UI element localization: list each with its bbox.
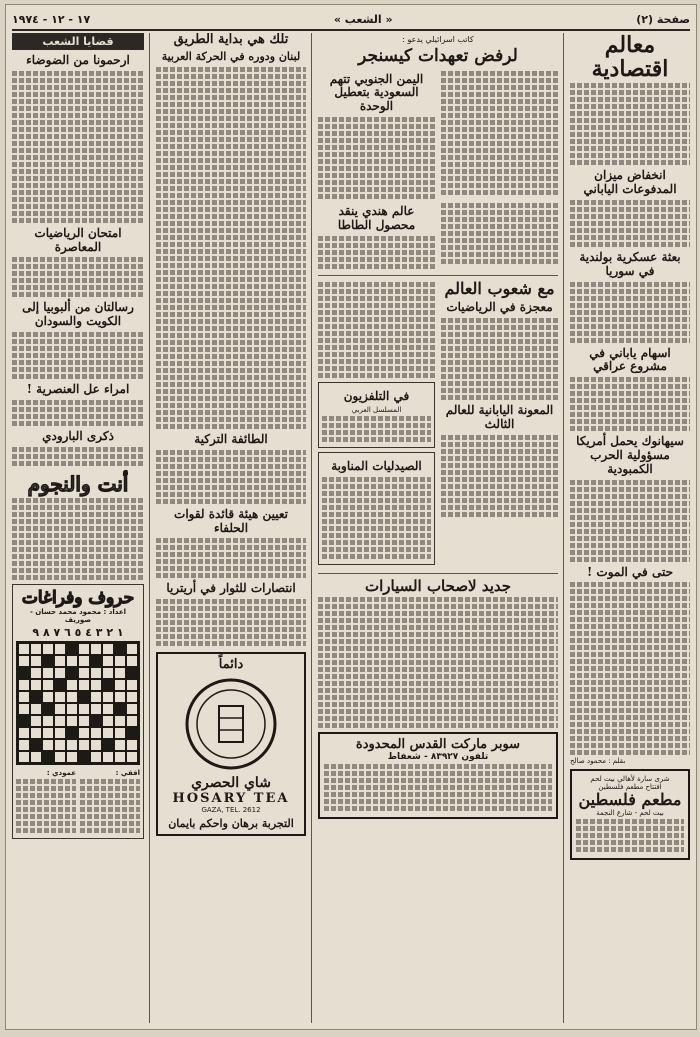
newspaper-page: [5, 4, 697, 1030]
headline: الطائفة التركية: [194, 431, 268, 446]
tea-slogan: التجربة برهان واحكم بايمان: [168, 817, 294, 831]
stars-title: أنت والنجوم: [27, 471, 129, 496]
crossword-digits: ١ ٢ ٣ ٤ ٥ ٦ ٧ ٨ ٩: [32, 625, 124, 639]
restaurant-name: مطعم فلسطين: [578, 790, 682, 810]
column-rule: [149, 33, 150, 1023]
crossword-grid: [16, 641, 140, 765]
pharmacy-title: الصيدليات المناوبة: [331, 459, 422, 474]
main-headline: لرفض تعهدات كيسنجر: [358, 46, 518, 66]
across-label: افقي :: [115, 768, 140, 777]
headline: المعونة اليابانية للعالم الثالث: [445, 403, 554, 431]
down-label: عمودي :: [46, 768, 76, 777]
supermarket-phone: تلفون ٨٣٩٢٧ - شعفاط: [387, 752, 489, 763]
headline: ذكرى البارودي: [42, 428, 114, 443]
tv-title: في التلفزيون: [343, 388, 410, 403]
column-rule: [563, 33, 564, 1023]
headline: اسهام ياباني في مشروع عراقي: [589, 345, 671, 374]
column-economy: [570, 33, 690, 1023]
tea-address: GAZA, TEL. 2612: [201, 806, 261, 815]
article-body: [570, 83, 690, 165]
headline: انخفاض ميزان المدفوعات الياباني: [583, 168, 677, 197]
crossword-title: حروف وفراغات: [21, 587, 135, 608]
headline: امراء عل العنصرية !: [26, 381, 130, 396]
headline: اليمن الجنوبي تتهم السعودية بتعطيل الوحدة: [329, 71, 424, 114]
economy-title: معالم اقتصادية: [591, 33, 669, 83]
section-banner: قضايا الشعب: [12, 33, 144, 50]
crossword-author: اعداد : محمود محمد حسان - صوريف: [29, 607, 127, 624]
headline: بعثة عسكرية بولندية في سوريا: [579, 249, 681, 278]
headline: رسالتان من ألبوبيا إلى الكويت والسودان: [22, 300, 134, 329]
headline: انتصارات للثوار في أريتريا: [166, 581, 296, 596]
headline: معجزة في الرياضيات: [446, 300, 553, 315]
supermarket-ad: [318, 732, 558, 819]
paper-name: « الشعب »: [333, 12, 393, 26]
kicker: كاتب اسرائيلي يدعو :: [402, 35, 474, 44]
headline: عالم هندي ينقد محصول الطاطا: [337, 204, 416, 232]
restaurant-ad: شرى سارة لأهالي بيت لحم افتتاح مطعم فلسطين مطعم فلسطين بيت لحم - شارع النجمة: [570, 769, 690, 860]
page-label: صفحة (٢): [636, 12, 690, 26]
column-world: [318, 33, 558, 1023]
hosary-tea-ad: دائماً شاي الحصري HOSARY TEA GAZA, TEL. 2612 التجربة برهان واحكم بايمان: [156, 652, 306, 836]
tv-box: في التلفزيون المسلسل العربي: [318, 382, 435, 449]
column-lebanon: [156, 33, 306, 1023]
supermarket-name: سوبر ماركت القدس المحدودة: [355, 736, 521, 752]
author: بقلم : محمود صالح: [570, 757, 626, 766]
kicker: تلك هي بداية الطريق: [173, 33, 289, 47]
tea-brand-ar: شاي الحصري: [191, 775, 271, 792]
cars-ad-title: جديد لاصحاب السيارات: [364, 577, 512, 596]
headline: ارحمونا من الضوضاء: [26, 53, 130, 67]
headline: حتى في الموت !: [586, 564, 673, 579]
tea-seal-icon: [183, 676, 279, 772]
column-rule: [311, 33, 312, 1023]
headline: تعيين هيئة قائدة لقوات الحلفاء: [174, 506, 288, 535]
column-people: [12, 33, 144, 1023]
issue-date: ١٧ - ١٢ - ١٩٧٤: [12, 12, 91, 26]
headline: امتحان الرياضيات المعاصرة: [34, 225, 122, 254]
headline: سيهانوك يحمل أمريكا مسؤولية الحرب الكمبودية: [576, 434, 684, 476]
tea-brand-en: HOSARY TEA: [172, 790, 290, 806]
pharmacy-box: [318, 452, 435, 565]
headline: لبنان ودوره في الحركة العربية: [161, 50, 301, 64]
crossword-box: [12, 584, 144, 839]
masthead: [12, 9, 690, 31]
section-title: مع شعوب العالم: [444, 278, 555, 298]
